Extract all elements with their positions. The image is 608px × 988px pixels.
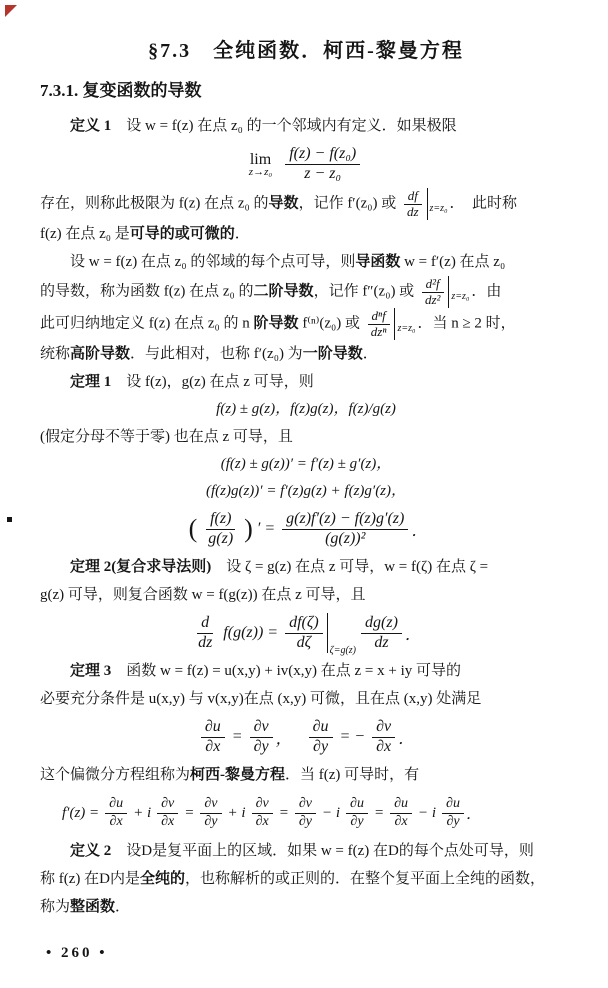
theorem-1-eq1: (f(z) ± g(z))′ = f′(z) ± g′(z)， — [220, 456, 392, 472]
para2-line3: 此可归纳地定义 f(z) 在点 z₀ 的 n 阶导数 f⁽ⁿ⁾(z₀) 或 dⁿf dzⁿ z=z₀ ．当 n ≥ 2 时， — [40, 307, 516, 339]
cauchy-riemann-equations: $\frac{\partial u}{\partial x}$ = $\frac{\partial v}{\partial y}$ ， $\frac{\partial u}{\partial y}$ = − $\frac{\partial v}{\partial x}$ ． — [40, 714, 572, 760]
para2-line1: 设 w = f(z) 在点 z₀ 的邻域的每个点可导，则导函数 w = f′(z) 在点 z₀ — [70, 254, 506, 270]
theorem-2-line1: 定理 2(复合求导法则) 设 ζ = g(z) 在点 z 可导，w = f(ζ) 在点 ζ = — [70, 559, 489, 575]
limit-operator: lim z→z₀ — [248, 150, 273, 178]
evaluation-bar: ζ=g(z) — [327, 613, 356, 653]
definition-1-line3: f(z) 在点 z₀ 是可导的或可微的． — [40, 226, 250, 242]
theorem-1-eq2: (f(z)g(z))′ = f′(z)g(z) + f(z)g′(z)， — [205, 483, 407, 499]
theorem-2-line2: g(z) 可导，则复合函数 w = f(g(z)) 在点 z 可导，且 — [40, 587, 366, 603]
definition-2-line1: 定义 2 设D是复平面上的区域．如果 w = f(z) 在D的每个点处可导，则 — [70, 843, 534, 859]
para2-line2: 的导数，称为函数 f(z) 在点 z₀ 的二阶导数，记作 f″(z₀) 或 $\frac{\text{d²f}}{\text{dz²}}$ z=z₀ ．由 — [40, 275, 502, 307]
d-dz-fraction: d dz — [198, 614, 213, 651]
dnf-dzn-fraction: dⁿf dzⁿ — [367, 309, 391, 340]
f-over-g-fraction: f(z) g(z) — [204, 510, 237, 548]
definition-1-cont: 存在，则称此极限为 f(z) 在点 z₀ 的导数，记作 f′(z₀) 或 $\frac{df}{dz}$ z=z₀ ． 此时称 — [40, 187, 518, 219]
theorem-2-label: 定理 2(复合求导法则) — [70, 559, 212, 575]
margin-dot — [7, 517, 12, 522]
dg-dz-fraction: dg(z) dz — [361, 614, 402, 652]
red-ink-mark-icon — [5, 5, 17, 17]
evaluation-bar: z=z₀ — [394, 308, 415, 340]
limit-fraction: f(z) − f(z₀) z − z₀ — [285, 145, 360, 183]
limit-formula — [40, 141, 572, 187]
cr-paragraph-line1: 这个偏微分方程组称为柯西-黎曼方程．当 f(z) 可导时，有 — [40, 767, 420, 783]
theorem-3-line2: 必要充分条件是 u(x,y) 与 v(x,y)在点 (x,y) 可微，且在点 (x,y) 处满足 — [40, 691, 482, 707]
theorem-3-line1: 定理 3 函数 w = f(z) = u(x,y) + iv(x,y) 在点 z = x + iy 可导的 — [70, 663, 462, 679]
evaluation-bar: z=z₀ — [448, 276, 469, 308]
theorem-3-label: 定理 3 — [70, 663, 112, 679]
theorem-1-display: f(z) ± g(z)，f(z)g(z)，f(z)/g(z) — [216, 401, 396, 417]
quotient-rhs-fraction: $\frac{g(z)f'(z) - f(z)g'(z)}{\text{(g(z))²}}$ — [282, 510, 408, 548]
chain-rule-formula: d dz f(g(z)) = $\frac{df(\zeta)}{d\zeta}$ ζ=g(z) dg(z) dz ． — [40, 610, 572, 656]
d2f-dz2-fraction: $\frac{\text{d²f}}{\text{dz²}}$ — [421, 277, 444, 308]
para2-line4: 统称高阶导数．与此相对，也称 f′(z₀) 为一阶导数． — [40, 346, 378, 362]
definition-2-label: 定义 2 — [70, 843, 112, 859]
theorem-1-intro: 定理 1 设 f(z)，g(z) 在点 z 可导，则 — [70, 374, 314, 390]
page-title: §7.3 全纯函数．柯西-黎曼方程 — [148, 40, 464, 62]
section-heading: 7.3.1. 复变函数的导数 — [40, 81, 202, 100]
df-dz-fraction: $\frac{df}{dz}$ — [403, 189, 423, 220]
quotient-rule-formula: ( f(z) g(z) ) ′ = $\frac{g(z)f'(z) - f(z)g'(z)}{\text{(g(z))²}}$ ． — [188, 510, 428, 547]
theorem-1-label: 定理 1 — [70, 374, 112, 390]
df-dzeta-fraction: $\frac{df(\zeta)}{d\zeta}$ — [285, 614, 323, 652]
page-number: • 260 • — [46, 945, 108, 961]
derivative-chain-formula: f′(z) = $\frac{\partial u}{\partial x}$ + i $\frac{\partial v}{\partial x}$ = $\frac{\partial v}{\partial y}$ + i $\frac{\partial v}{\partial x}$ = $\frac{\partial v}{\partial y}$ − i $\frac{\partial u}{\partial y}$ = $\frac{\partial u}{\partial x}$ − i ∂u ∂y ． — [62, 796, 481, 829]
definition-1-label: 定义 1 — [70, 118, 112, 134]
definition-1-intro: 定义 1 设 w = f(z) 在点 z₀ 的一个邻域内有定义．如果极限 — [70, 118, 457, 134]
definition-2-line2: 称 f(z) 在D内是全纯的，也称解析的或正则的．在整个复平面上全纯的函数， — [40, 871, 546, 887]
definition-2-line3: 称为整函数． — [40, 899, 131, 915]
theorem-1-mid: (假定分母不等于零) 也在点 z 可导，且 — [40, 429, 293, 445]
evaluation-bar: z=z₀ — [427, 188, 448, 220]
